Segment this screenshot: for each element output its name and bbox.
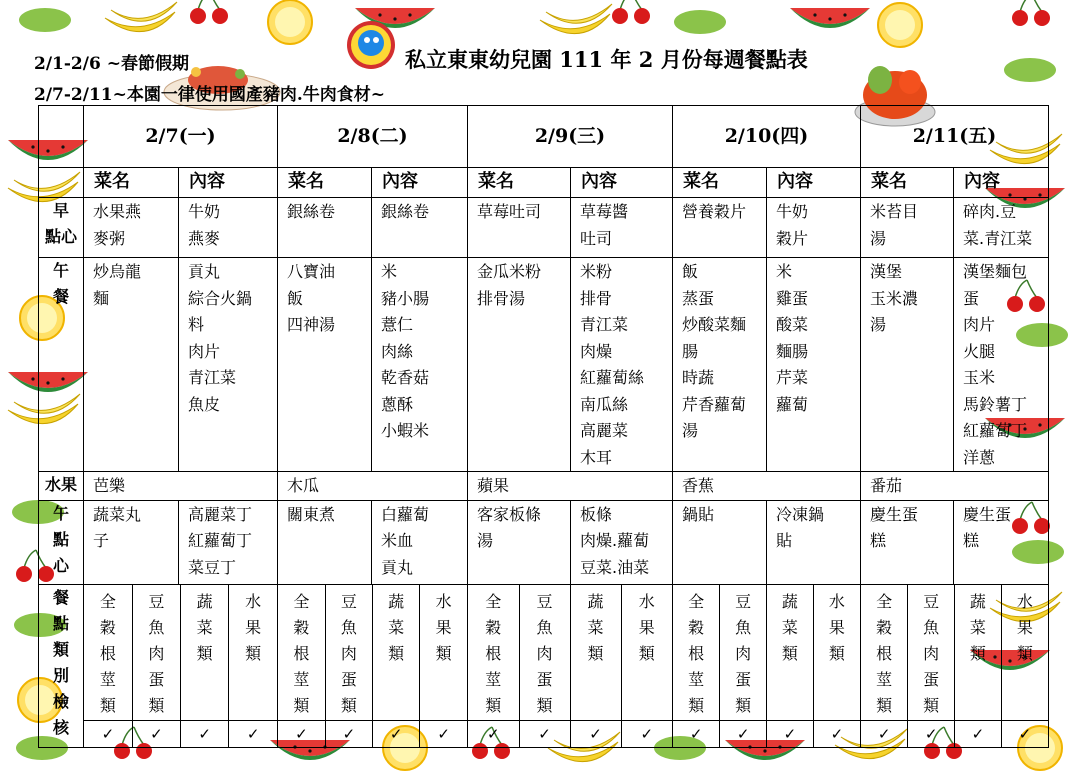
breakfast-content-day4 — [767, 198, 861, 258]
category-char: 蔬 — [587, 591, 604, 611]
lunch-item: 麵 — [93, 288, 110, 308]
category-char: 肉 — [148, 643, 165, 663]
check-label: 餐 點 類 別 檢 核 — [39, 584, 84, 748]
category-char: 類 — [923, 695, 940, 715]
lunch-item: 火腿 — [963, 341, 996, 361]
lunch-item: 洋蔥 — [963, 447, 996, 467]
check-mark: ✓ — [229, 721, 277, 748]
afternoon-dish-day5 — [861, 500, 954, 584]
category-char: 類 — [245, 643, 262, 663]
category-char: 果 — [828, 617, 845, 637]
category-char: 水 — [435, 591, 452, 611]
category-char: 水 — [245, 591, 262, 611]
check-cell-wed — [468, 720, 673, 748]
category-label — [420, 585, 467, 720]
lunch-item: 雞蛋 — [776, 288, 809, 308]
lunch-item: 玉米濃 — [870, 288, 919, 308]
category-label — [570, 585, 621, 720]
category-char: 蛋 — [735, 669, 752, 689]
breakfast-item: 水果燕 — [93, 202, 142, 221]
dish-header: 菜名 — [84, 168, 179, 198]
lunch-item: 腸 — [682, 341, 699, 361]
category-char: 穀 — [293, 617, 310, 637]
breakfast-dish-day4 — [673, 198, 767, 258]
category-label — [1001, 585, 1048, 720]
category-char: 蛋 — [148, 669, 165, 689]
afternoon-item: 慶生蛋 — [963, 504, 1012, 524]
afternoon-item: 貼 — [776, 531, 793, 550]
category-cell-tue — [278, 584, 468, 720]
breakfast-content-day1 — [179, 198, 278, 258]
lunch-item: 蒸蛋 — [682, 288, 715, 308]
category-char: 類 — [293, 695, 310, 715]
check-mark: ✓ — [621, 721, 672, 748]
category-char: 菜 — [587, 617, 604, 637]
category-label — [468, 585, 519, 720]
lunch-item: 南瓜絲 — [580, 394, 629, 414]
date-tue: 2/8(二) — [278, 106, 468, 168]
dish-header: 菜名 — [278, 168, 372, 198]
lunch-item: 湯 — [870, 315, 887, 334]
breakfast-item: 牛奶 — [188, 202, 221, 221]
date-fri: 2/11(五) — [861, 106, 1049, 168]
category-char: 菜 — [196, 617, 213, 637]
afternoon-item: 豆菜.油菜 — [580, 557, 650, 577]
afternoon-dish-day2 — [278, 500, 372, 584]
category-char: 類 — [876, 695, 893, 715]
breakfast-item: 銀絲卷 — [381, 202, 430, 221]
lunch-item: 青江菜 — [188, 368, 237, 387]
category-char: 全 — [99, 591, 116, 611]
lunch-dish-day1 — [84, 258, 179, 472]
category-char: 莖 — [876, 669, 893, 689]
category-char: 蔬 — [388, 591, 405, 611]
category-char: 根 — [876, 643, 893, 663]
dish-header: 菜名 — [468, 168, 571, 198]
lunch-item: 蛋 — [963, 288, 980, 308]
category-label — [519, 585, 570, 720]
lunch-item: 肉燥 — [580, 341, 613, 361]
content-header: 內容 — [179, 168, 278, 198]
lunch-item: 米 — [776, 262, 793, 281]
lunch-item: 紅蘿蔔丁 — [963, 421, 1028, 440]
fruit-label: 水果 — [39, 472, 84, 501]
category-label — [908, 585, 955, 720]
category-row — [39, 584, 1049, 720]
lunch-item: 飯 — [287, 288, 304, 308]
lunch-item: 紅蘿蔔絲 — [580, 368, 645, 387]
lunch-item: 蔥酥 — [381, 394, 414, 414]
lunch-row — [39, 258, 1049, 472]
menu-table — [38, 105, 1049, 748]
category-char: 莖 — [99, 669, 116, 689]
fruit-fri: 番茄 — [861, 472, 1049, 501]
lunch-item: 肉片 — [188, 341, 221, 361]
category-label — [278, 585, 325, 720]
page-title: 私立東東幼兒園 111 年 2 月份每週餐點表 — [405, 47, 808, 72]
lunch-item: 炒酸菜麵 — [682, 315, 747, 334]
lunch-item: 玉米 — [963, 368, 996, 387]
afternoon-label: 午 點 心 — [39, 500, 84, 584]
pork-beef-note: 2/7-2/11~本園一律使用國產豬肉.牛肉食材~ — [34, 85, 386, 105]
lunch-item: 高麗菜 — [580, 421, 629, 440]
afternoon-dish-day3 — [468, 500, 571, 584]
category-char: 蔬 — [969, 591, 986, 611]
lunch-item: 芹菜 — [776, 368, 809, 387]
category-char: 肉 — [923, 643, 940, 663]
category-char: 根 — [688, 643, 705, 663]
check-cell-fri — [861, 720, 1049, 748]
category-char: 果 — [638, 617, 655, 637]
afternoon-item: 關東煮 — [287, 504, 336, 524]
category-char: 莖 — [485, 669, 502, 689]
category-char: 肉 — [340, 643, 357, 663]
afternoon-item: 菜豆丁 — [188, 557, 237, 577]
breakfast-row — [39, 198, 1049, 258]
category-char: 蛋 — [340, 669, 357, 689]
category-char: 魚 — [536, 617, 553, 637]
lunch-item: 豬小腸 — [381, 288, 430, 308]
lunch-content-day3 — [571, 258, 673, 472]
category-char: 全 — [485, 591, 502, 611]
afternoon-item: 肉燥.蘿蔔 — [580, 531, 650, 550]
afternoon-item: 板條 — [580, 504, 613, 524]
check-mark: ✓ — [420, 721, 467, 748]
breakfast-item: 銀絲卷 — [287, 202, 336, 221]
fruit-thu: 香蕉 — [673, 472, 861, 501]
breakfast-dish-day2 — [278, 198, 372, 258]
category-char: 根 — [99, 643, 116, 663]
check-mark: ✓ — [877, 724, 891, 743]
check-cell-mon — [84, 720, 278, 748]
lunch-item: 貢丸 — [188, 262, 221, 281]
breakfast-item: 湯 — [870, 228, 887, 248]
category-char: 全 — [293, 591, 310, 611]
afternoon-item: 高麗菜丁 — [188, 504, 253, 524]
column-header-row — [39, 168, 1049, 198]
fruit-row — [39, 472, 1049, 501]
afternoon-item: 子 — [93, 531, 110, 550]
category-char: 全 — [688, 591, 705, 611]
check-row — [39, 720, 1049, 748]
category-char: 穀 — [688, 617, 705, 637]
category-label — [673, 585, 720, 720]
lunch-item: 漢堡 — [870, 262, 903, 281]
category-label — [955, 585, 1002, 720]
category-char: 水 — [828, 591, 845, 611]
afternoon-dish-day1 — [84, 500, 179, 584]
content-header: 內容 — [372, 168, 468, 198]
category-char: 類 — [388, 643, 405, 663]
category-label — [325, 585, 372, 720]
lunch-dish-day2 — [278, 258, 372, 472]
lunch-item: 米粉 — [580, 262, 613, 281]
category-char: 類 — [99, 695, 116, 715]
fruit-mon: 芭樂 — [84, 472, 278, 501]
afternoon-item: 紅蘿蔔丁 — [188, 531, 253, 550]
breakfast-content-day5 — [954, 198, 1049, 258]
breakfast-item: 穀片 — [776, 228, 809, 248]
check-cell-tue — [278, 720, 468, 748]
lunch-content-day2 — [372, 258, 468, 472]
lunch-item: 蘿蔔 — [776, 394, 809, 414]
breakfast-content-day3 — [571, 198, 673, 258]
afternoon-content-day4 — [767, 500, 861, 584]
afternoon-content-day1 — [179, 500, 278, 584]
content-header: 內容 — [954, 168, 1049, 198]
category-char: 類 — [536, 695, 553, 715]
fruit-wed: 蘋果 — [468, 472, 673, 501]
breakfast-item: 碎肉.豆 — [963, 202, 1017, 221]
lunch-dish-day5 — [861, 258, 954, 472]
check-mark: ✓ — [570, 721, 621, 748]
check-mark: ✓ — [295, 724, 308, 743]
check-mark: ✓ — [132, 721, 180, 748]
corner-cell — [39, 106, 84, 168]
check-mark: ✓ — [519, 721, 570, 748]
category-char: 水 — [638, 591, 655, 611]
breakfast-dish-day1 — [84, 198, 179, 258]
category-label — [861, 585, 908, 720]
category-char: 類 — [435, 643, 452, 663]
category-char: 菜 — [388, 617, 405, 637]
category-label — [181, 585, 229, 720]
category-char: 肉 — [536, 643, 553, 663]
afternoon-item: 慶生蛋 — [870, 504, 919, 524]
content-header: 內容 — [571, 168, 673, 198]
category-label — [84, 585, 132, 720]
afternoon-content-day3 — [571, 500, 673, 584]
category-char: 莖 — [688, 669, 705, 689]
category-char: 全 — [876, 591, 893, 611]
category-char: 蛋 — [536, 669, 553, 689]
category-label — [813, 585, 860, 720]
category-cell-fri — [861, 584, 1049, 720]
breakfast-label: 早 點心 — [39, 198, 84, 258]
check-mark: ✓ — [955, 721, 1002, 748]
lunch-label: 午 餐 — [39, 258, 84, 472]
lunch-item: 漢堡麵包 — [963, 262, 1028, 281]
check-mark: ✓ — [720, 721, 767, 748]
category-char: 豆 — [536, 591, 553, 611]
lunch-item: 肉片 — [963, 315, 996, 334]
afternoon-item: 糕 — [870, 531, 887, 550]
lunch-item: 麵腸 — [776, 341, 809, 361]
afternoon-item: 冷凍鍋 — [776, 504, 825, 524]
lunch-item: 綜合火鍋 — [188, 288, 253, 308]
breakfast-content-day2 — [372, 198, 468, 258]
afternoon-item: 客家板條 — [477, 504, 542, 524]
category-char: 豆 — [735, 591, 752, 611]
content-header: 內容 — [767, 168, 861, 198]
category-char: 肉 — [735, 643, 752, 663]
lunch-item: 湯 — [682, 421, 699, 440]
check-mark: ✓ — [181, 721, 229, 748]
lunch-item: 肉絲 — [381, 341, 414, 361]
lunch-item: 排骨湯 — [477, 288, 526, 308]
afternoon-dish-day4 — [673, 500, 767, 584]
date-thu: 2/10(四) — [673, 106, 861, 168]
category-char: 根 — [293, 643, 310, 663]
afternoon-item: 湯 — [477, 531, 494, 550]
breakfast-item: 米苔目 — [870, 202, 919, 221]
lunch-item: 魚皮 — [188, 394, 221, 414]
category-cell-thu — [673, 584, 861, 720]
category-label — [229, 585, 277, 720]
afternoon-item: 貢丸 — [381, 557, 414, 577]
lunch-item: 青江菜 — [580, 315, 629, 334]
check-mark: ✓ — [689, 724, 703, 743]
category-char: 穀 — [876, 617, 893, 637]
afternoon-content-day5 — [954, 500, 1049, 584]
breakfast-item: 吐司 — [580, 228, 613, 248]
breakfast-item: 麥粥 — [93, 228, 126, 248]
check-mark: ✓ — [325, 721, 372, 748]
breakfast-item: 燕麥 — [188, 228, 221, 248]
category-label — [720, 585, 767, 720]
lunch-item: 炒烏龍 — [93, 262, 142, 281]
lunch-item: 乾香菇 — [381, 368, 430, 387]
category-char: 類 — [340, 695, 357, 715]
lunch-item: 時蔬 — [682, 368, 715, 387]
lunch-dish-day3 — [468, 258, 571, 472]
check-mark: ✓ — [373, 721, 420, 748]
lunch-item: 小蝦米 — [381, 421, 430, 440]
category-char: 豆 — [340, 591, 357, 611]
category-char: 魚 — [923, 617, 940, 637]
category-cell-wed — [468, 584, 673, 720]
category-label — [132, 585, 180, 720]
category-char: 魚 — [148, 617, 165, 637]
lunch-item: 薏仁 — [381, 315, 414, 334]
category-char: 果 — [1016, 617, 1033, 637]
category-label — [767, 585, 814, 720]
check-mark: ✓ — [767, 721, 814, 748]
lunch-item: 馬鈴薯丁 — [963, 394, 1028, 414]
date-wed: 2/9(三) — [468, 106, 673, 168]
category-char: 類 — [485, 695, 502, 715]
category-char: 類 — [638, 643, 655, 663]
lunch-item: 八寶油 — [287, 262, 336, 281]
afternoon-item: 蔬菜丸 — [93, 504, 142, 524]
category-char: 類 — [969, 643, 986, 663]
lunch-item: 排骨 — [580, 288, 613, 308]
category-char: 根 — [485, 643, 502, 663]
lunch-item: 木耳 — [580, 447, 613, 467]
check-mark: ✓ — [1001, 721, 1048, 748]
category-char: 水 — [1016, 591, 1033, 611]
lunch-content-day1 — [179, 258, 278, 472]
lunch-item: 酸菜 — [776, 315, 809, 334]
breakfast-item: 草莓醬 — [580, 202, 629, 221]
category-char: 類 — [735, 695, 752, 715]
category-char: 類 — [688, 695, 705, 715]
lunch-content-day4 — [767, 258, 861, 472]
afternoon-item: 米血 — [381, 531, 414, 550]
category-char: 莖 — [293, 669, 310, 689]
category-char: 魚 — [340, 617, 357, 637]
check-mark: ✓ — [101, 724, 115, 743]
category-char: 果 — [245, 617, 262, 637]
lunch-item: 米 — [381, 262, 398, 281]
category-char: 豆 — [148, 591, 165, 611]
lunch-item: 四神湯 — [287, 315, 336, 334]
check-mark: ✓ — [486, 724, 500, 743]
category-char: 果 — [435, 617, 452, 637]
category-cell-mon — [84, 584, 278, 720]
check-mark: ✓ — [908, 721, 955, 748]
lunch-item: 金瓜米粉 — [477, 262, 542, 281]
category-char: 菜 — [781, 617, 798, 637]
check-mark: ✓ — [813, 721, 860, 748]
afternoon-item: 白蘿蔔 — [381, 504, 430, 524]
category-label — [621, 585, 672, 720]
category-char: 豆 — [923, 591, 940, 611]
breakfast-item: 菜.青江菜 — [963, 228, 1033, 248]
breakfast-item: 營養穀片 — [682, 202, 747, 221]
lunch-item: 芹香蘿蔔 — [682, 394, 747, 414]
date-mon: 2/7(一) — [84, 106, 278, 168]
breakfast-dish-day5 — [861, 198, 954, 258]
lunch-dish-day4 — [673, 258, 767, 472]
lunch-item: 飯 — [682, 262, 699, 281]
category-label — [373, 585, 420, 720]
category-char: 蔬 — [781, 591, 798, 611]
fruit-tue: 木瓜 — [278, 472, 468, 501]
category-char: 蛋 — [923, 669, 940, 689]
dish-header: 菜名 — [861, 168, 954, 198]
category-char: 類 — [1016, 643, 1033, 663]
breakfast-item: 牛奶 — [776, 202, 809, 221]
category-char: 蔬 — [196, 591, 213, 611]
afternoon-item: 糕 — [963, 531, 980, 550]
lunch-item: 料 — [188, 315, 205, 334]
category-char: 魚 — [735, 617, 752, 637]
dish-header: 菜名 — [673, 168, 767, 198]
check-cell-thu — [673, 720, 861, 748]
afternoon-content-day2 — [372, 500, 468, 584]
category-char: 類 — [781, 643, 798, 663]
holiday-note: 2/1-2/6 ~春節假期 — [34, 54, 189, 74]
afternoon-item: 鍋貼 — [682, 504, 715, 524]
breakfast-item: 草莓吐司 — [477, 202, 542, 221]
afternoon-row — [39, 500, 1049, 584]
category-char: 類 — [148, 695, 165, 715]
category-char: 菜 — [969, 617, 986, 637]
category-char: 穀 — [485, 617, 502, 637]
breakfast-dish-day3 — [468, 198, 571, 258]
lunch-content-day5 — [954, 258, 1049, 472]
category-char: 類 — [587, 643, 604, 663]
category-char: 類 — [196, 643, 213, 663]
date-row — [39, 106, 1049, 168]
category-char: 穀 — [99, 617, 116, 637]
category-char: 類 — [828, 643, 845, 663]
